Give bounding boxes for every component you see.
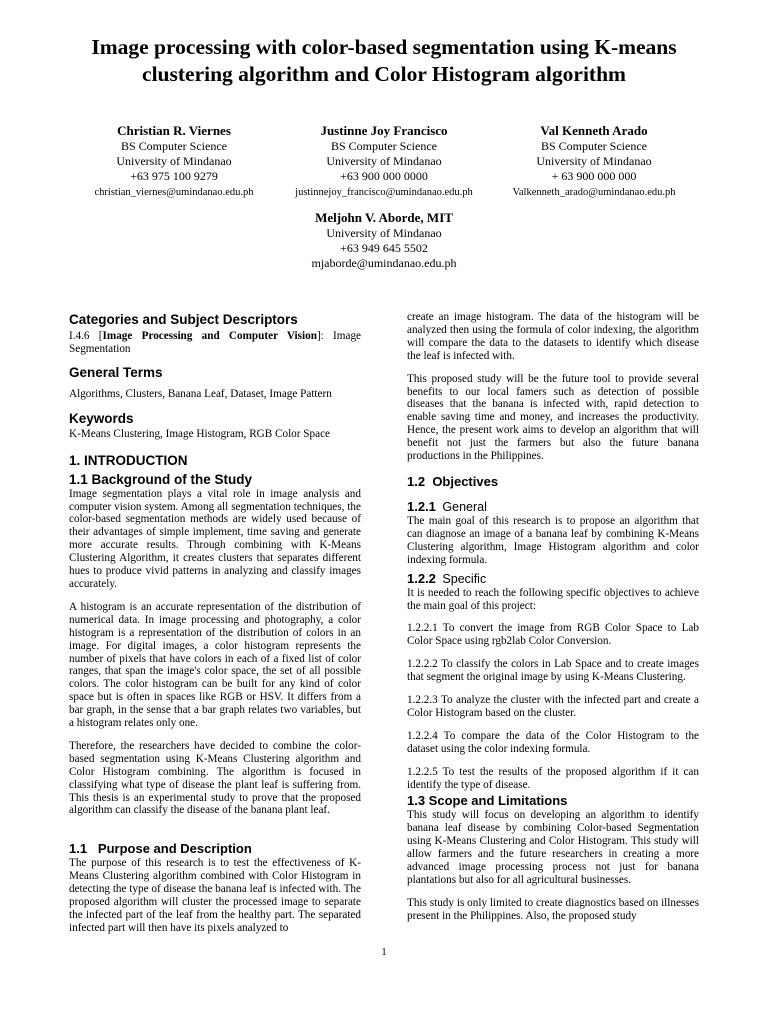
scope-paragraph-1: This study will focus on developing an algorithm to identify banana leaf disease by combining Color-based Segmentation using K-Means Clustering and Color Histogram. This study will allow farmers and the future researchers in creating a more advanced image processing process not just for banana plantations but also for all agricultural businesses. <box>407 809 699 886</box>
general-heading <box>407 499 699 515</box>
general-terms-heading: General Terms <box>69 364 163 380</box>
keywords-heading: Keywords <box>69 410 134 426</box>
categories-heading: Categories and Subject Descriptors <box>69 312 298 327</box>
background-paragraph-3: Therefore, the researchers have decided to combine the color-based segmentation using K-Means Clustering algorithm and Color Histogram combining. The algorithm is focused in classifying what type of disease the plant leaf is suffering from. This thesis is an experimental study to prove that the proposed algorithm can classify the disease of the banana plant leaf. <box>69 739 361 817</box>
objectives-number: 1.2 <box>407 473 426 489</box>
author-email: christian_viernes@umindanao.edu.ph <box>94 187 254 199</box>
author-email: Valkenneth_arado@umindanao.edu.ph <box>512 187 676 199</box>
paper-title: Image processing with color-based segmentation using K-means clustering algorithm and Color Histogram algorithm <box>91 35 677 86</box>
advisor-name: Meljohn V. Aborde <box>315 210 421 225</box>
author-block-1 <box>60 123 288 201</box>
general-paragraph: The main goal of this research is to propose an algorithm that can diagnose an image of a banana leaf by combining K-Means Clustering algorithm, Image Histogram algorithm and color indexing formula. <box>407 514 699 566</box>
objectives-heading <box>407 474 699 490</box>
author-name: Val Kenneth Arado <box>540 123 648 138</box>
author-dept: BS Computer Science <box>331 139 437 153</box>
author-dept: BS Computer Science <box>121 139 227 153</box>
scope-heading: 1.3 Scope and Limitations <box>407 793 568 809</box>
author-email: justinnejoy_francisco@umindanao.edu.ph <box>295 187 473 199</box>
advisor-title: , MIT <box>420 210 453 225</box>
advisor-name-line <box>244 210 524 226</box>
background-paragraph-1: Image segmentation plays a vital role in image analysis and computer vision system. Among all segmentation techniques, the color-based segmentation methods are widely used because of their advantages of simple implement, time saving and generate more accurate results. Through combining with K-Means Clustering Algorithm, it creates clusters that separates different hues to produce vivid patterns in analyzing and classify images accurately. <box>69 487 361 590</box>
specific-heading <box>407 571 699 587</box>
introduction-heading: 1. INTRODUCTION <box>69 452 188 468</box>
specific-item: 1.2.2.5 To test the results of the proposed algorithm if it can identify the type of disease. <box>407 765 699 791</box>
advisor-phone: +63 949 645 5502 <box>340 240 428 255</box>
advisor-block <box>244 210 524 270</box>
author-university: University of Mindanao <box>116 153 232 168</box>
specific-intro: It is needed to reach the following specific objectives to achieve the main goal of this project: <box>407 586 699 612</box>
author-name: Justinne Joy Francisco <box>320 123 448 138</box>
continued-paragraph-2: This proposed study will be the future tool to provide several benefits to our local famers such as detection of possible diseases that the banana is infected with, rapid detection to enable saving time and money, and increases the productivity. Hence, the present work aims to develop an algorithm that will benefit not just the farmers but also the future banana productions in the Philippines. <box>407 372 699 463</box>
specific-title: Specific <box>442 571 487 586</box>
page-number: 1 <box>381 946 387 958</box>
advisor-email: mjaborde@umindanao.edu.ph <box>311 255 457 270</box>
advisor-university: University of Mindanao <box>326 226 442 240</box>
specific-number: 1.2.2 <box>407 570 436 586</box>
purpose-heading <box>69 841 361 857</box>
keywords-text: K-Means Clustering, Image Histogram, RGB Color Space <box>69 427 330 440</box>
author-dept: BS Computer Science <box>541 139 647 153</box>
general-title: General <box>442 499 487 514</box>
author-name: Christian R. Viernes <box>117 123 231 138</box>
continued-paragraph-1: create an image histogram. The data of the histogram will be analyzed then using the formula of color indexing, the algorithm will compare the data to the datasets to identify which disease the leaf is infected with. <box>407 311 699 362</box>
specific-item: 1.2.2.1 To convert the image from RGB Color Space to Lab Color Space using rgb2lab Color Conversion. <box>407 622 699 648</box>
author-block-3 <box>480 123 708 201</box>
general-number: 1.2.1 <box>407 498 436 514</box>
background-heading: 1.1 Background of the Study <box>69 471 253 487</box>
objectives-title: Objectives <box>432 473 499 489</box>
general-terms-text: Algorithms, Clusters, Banana Leaf, Dataset, Image Pattern <box>69 387 332 400</box>
specific-item: 1.2.2.3 To analyze the cluster with the infected part and create a Color Histogram based on the cluster. <box>407 694 699 719</box>
scope-paragraph-2: This study is only limited to create diagnostics based on illnesses present in the Philippines. Also, the proposed study <box>407 896 699 922</box>
author-university: University of Mindanao <box>536 153 652 168</box>
author-university: University of Mindanao <box>326 153 442 168</box>
left-column <box>69 312 361 935</box>
categories-text: I.4.6 [Image Processing and Computer Vision]: Image Segmentation <box>69 330 362 355</box>
purpose-number: 1.1 <box>69 841 88 857</box>
author-phone: +63 975 100 9279 <box>130 168 218 183</box>
specific-item: 1.2.2.2 To classify the colors in Lab Space and to create images that segment the original image by using K-Means Clustering. <box>407 658 699 684</box>
specific-item: 1.2.2.4 To compare the data of the Color Histogram to the dataset using the color indexing formula. <box>407 729 699 755</box>
author-block-2 <box>270 123 498 201</box>
author-phone: + 63 900 000 000 <box>551 168 637 183</box>
right-column <box>407 311 699 923</box>
purpose-title: Purpose and Description <box>97 841 252 857</box>
author-phone: +63 900 000 0000 <box>340 168 428 183</box>
background-paragraph-2: A histogram is an accurate representation of the distribution of numerical data. In image processing and photography, a color histogram is a representation of the distribution of colors in an image. For digital images, a color histogram represents the number of pixels that have colors in each of a fixed list of color ranges, that span the image's color space, the set of all possible colors. The color histogram can be built for any kind of color space but is often in spaces like RGB or HSV. It differs from a bar graph, in the sense that a bar graph relates two variables, but a histogram relates only one. <box>69 600 361 730</box>
purpose-paragraph: The purpose of this research is to test the effectiveness of K-Means Clustering algorithm combined with Color Histogram in detecting the type of disease the banana leaf is infected with. The proposed algorithm will cluster the processed image to separate the infected part of the leaf from the healthy part. The separated infected part will then have its pixels analyzed to <box>69 857 361 934</box>
